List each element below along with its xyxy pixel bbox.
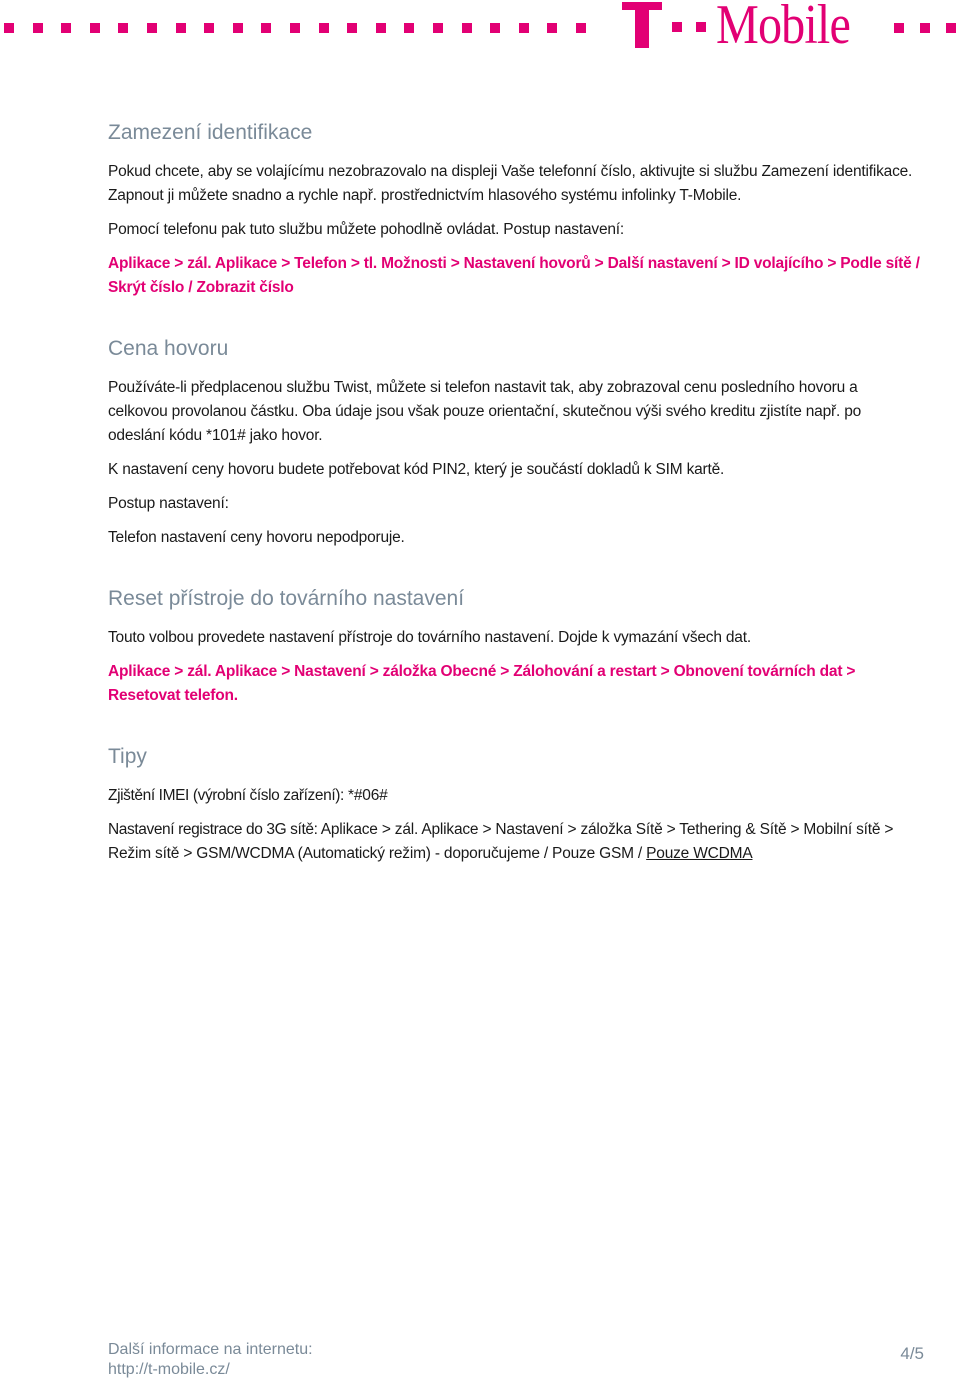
brand-square-icon (547, 23, 557, 33)
brand-square-icon (176, 23, 186, 33)
t-letter-icon (622, 2, 662, 50)
paragraph: K nastavení ceny hovoru budete potřebovat kód PIN2, který je součástí dokladů k SIM kartě. (108, 461, 725, 478)
brand-square-icon (33, 23, 43, 33)
brand-square-icon (4, 23, 14, 33)
brand-square-icon (204, 23, 214, 33)
brand-square-icon (433, 23, 443, 33)
logo-dot-icon (696, 22, 706, 32)
brand-square-icon (147, 23, 157, 33)
settings-path: Aplikace > zál. Aplikace > Telefon > tl. Možnosti > Nastavení hovorů > Další nastavení > ID volajícího > Podle sítě / Skrýt číslo / Zobrazit číslo (108, 255, 920, 296)
brand-square-icon (894, 23, 904, 33)
footer-label: Další informace na internetu: (108, 1341, 313, 1358)
paragraph: Používáte-li předplacenou službu Twist, můžete si telefon nastavit tak, aby zobrazoval cenu posledního hovoru a celkovou provolanou částku. Oba údaje jsou však pouze orientační, skutečnou výši svého kreditu zjistíte např. po odeslání kódu *101# jako hovor. (108, 379, 862, 444)
section-call-cost (108, 336, 920, 550)
logo-wordmark: Mobile (716, 0, 850, 56)
brand-square-icon (61, 23, 71, 33)
tip-label: Nastavení registrace do 3G sítě: (108, 821, 318, 838)
footer (108, 1340, 313, 1380)
paragraph: Postup nastavení: (108, 495, 229, 512)
brand-square-icon (462, 23, 472, 33)
brand-square-icon (376, 23, 386, 33)
paragraph: Telefon nastavení ceny hovoru nepodporuje. (108, 529, 405, 546)
brand-square-icon (404, 23, 414, 33)
footer-url[interactable]: http://t-mobile.cz/ (108, 1361, 230, 1378)
brand-square-icon (233, 23, 243, 33)
brand-square-icon (261, 23, 271, 33)
section-title: Reset přístroje do továrního nastavení (108, 587, 465, 610)
t-mobile-logo (622, 0, 872, 54)
brand-square-icon (290, 23, 300, 33)
tip-label: Zjištění IMEI (výrobní číslo zařízení): (108, 787, 344, 804)
paragraph: Pokud chcete, aby se volajícímu nezobrazovalo na displeji Vaše telefonní číslo, aktivujte si službu Zamezení identifikace. Zapnout ji můžete snadno a rychle např. prostřednictvím hlasového systému infolinky T-Mobile. (108, 163, 913, 204)
tip-link[interactable]: Pouze WCDMA (646, 845, 753, 862)
brand-square-icon (319, 23, 329, 33)
section-title: Cena hovoru (108, 337, 229, 360)
brand-square-icon (946, 23, 956, 33)
brand-square-icon (90, 23, 100, 33)
section-caller-id (108, 120, 920, 300)
tip-imei (108, 784, 920, 808)
logo-dot-icon (672, 22, 682, 32)
section-tips (108, 744, 920, 866)
brand-square-icon (490, 23, 500, 33)
brand-square-icon (347, 23, 357, 33)
section-title: Zamezení identifikace (108, 121, 313, 144)
page-number: 4/5 (900, 1344, 924, 1363)
brand-square-icon (519, 23, 529, 33)
brand-bar (0, 0, 960, 60)
document-body (108, 120, 920, 902)
tip-network (108, 818, 920, 866)
brand-square-icon (576, 23, 586, 33)
tip-value: Aplikace > zál. Aplikace > Nastavení > záložka Sítě > Tethering & Sítě > Mobilní sítě > Režim sítě > GSM/WCDMA (Automatický režim) - doporučujeme / Pouze GSM / (108, 821, 894, 862)
settings-path: Aplikace > zál. Aplikace > Nastavení > záložka Obecné > Zálohování a restart > Obnovení továrních dat > Resetovat telefon. (108, 663, 856, 704)
paragraph: Touto volbou provedete nastavení přístroje do továrního nastavení. Dojde k vymazání všech dat. (108, 629, 751, 646)
section-reset (108, 586, 920, 708)
paragraph: Pomocí telefonu pak tuto službu můžete pohodlně ovládat. Postup nastavení: (108, 221, 624, 238)
tip-value: *#06# (343, 787, 388, 804)
brand-square-icon (118, 23, 128, 33)
brand-square-icon (920, 23, 930, 33)
section-title: Tipy (108, 745, 147, 768)
